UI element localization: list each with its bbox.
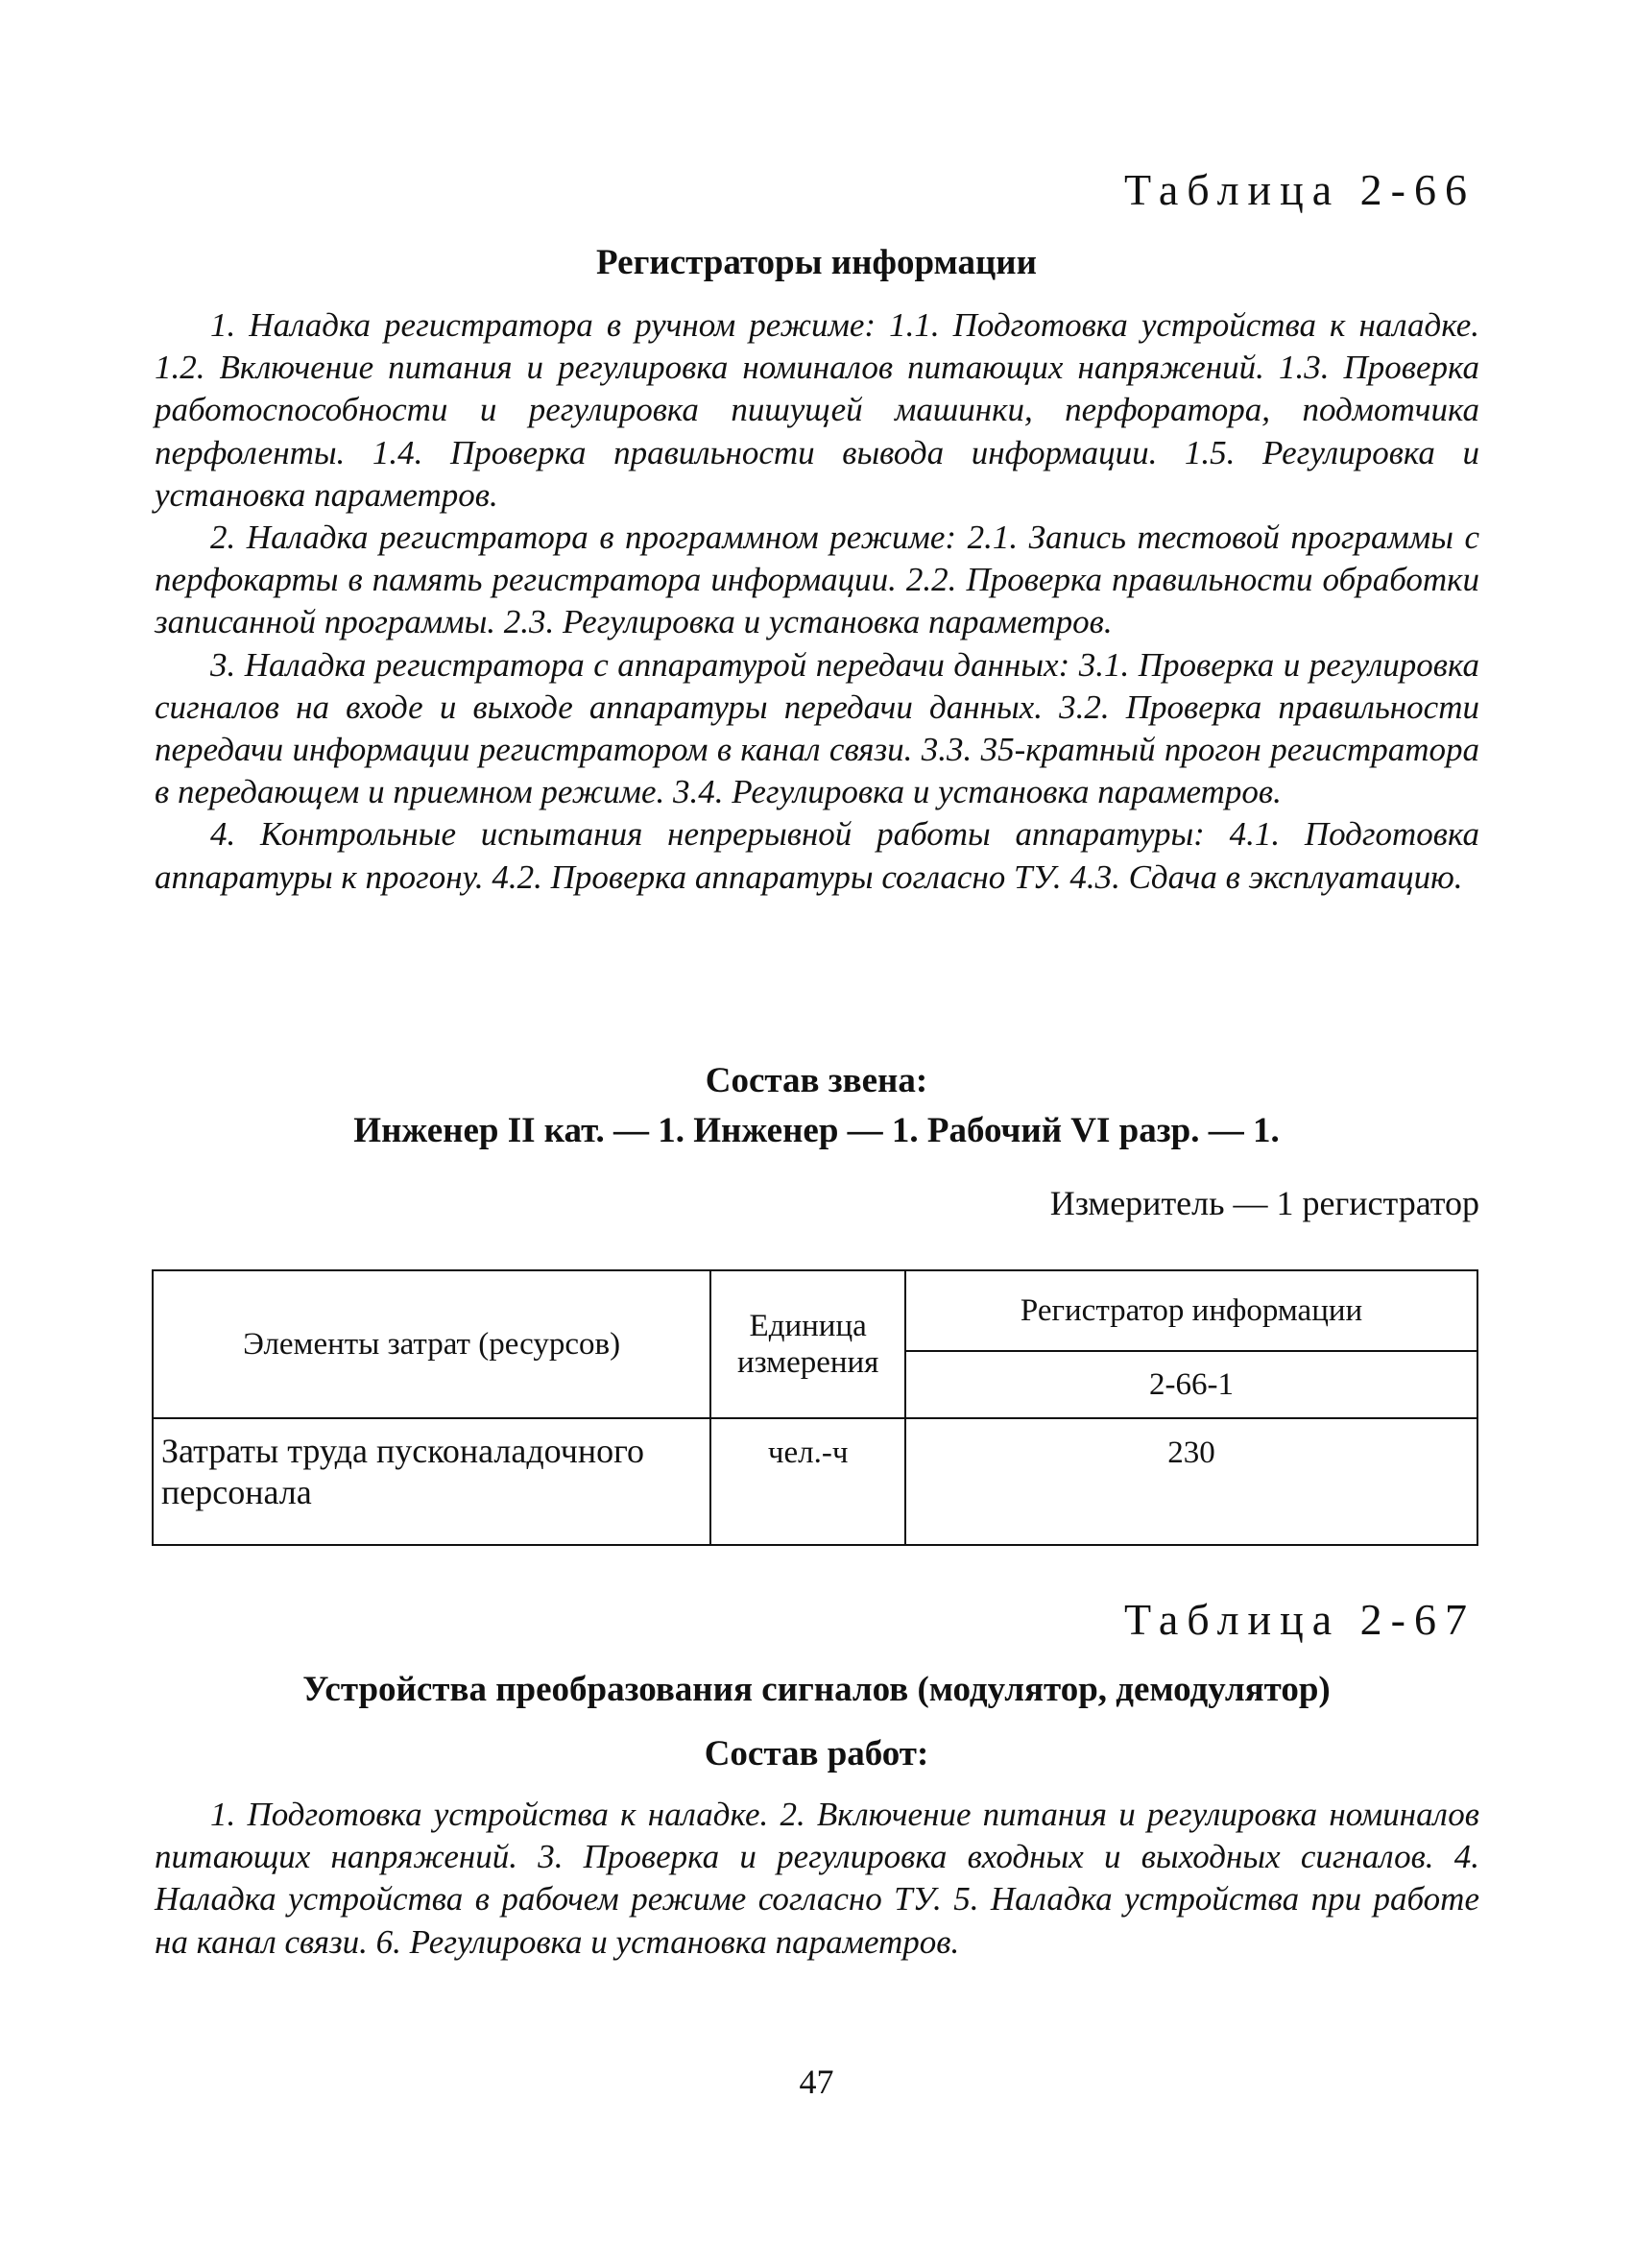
table-2-67-label: Таблица 2-67	[1123, 1595, 1476, 1644]
row-value: 230	[905, 1418, 1477, 1545]
table-2-67-title: Устройства преобразования сигналов (модулятор, демодулятор)	[302, 1670, 1331, 1709]
table-2-66-label: Таблица 2-66	[1123, 165, 1476, 214]
works-title: Состав работ:	[704, 1734, 929, 1773]
work-paragraph-4: 4. Контрольные испытания непрерывной работы аппаратуры: 4.1. Подготовка аппаратуры к прогону. 4.2. Проверка аппаратуры согласно ТУ. 4.3. Сдача в эксплуатацию.	[155, 815, 1479, 896]
table-2-66-work-list	[155, 304, 1479, 899]
work-paragraph-2: 2. Наладка регистратора в программном режиме: 2.1. Запись тестовой программы с перфокарты в память регистратора информации. 2.2. Проверка правильности обработки записанной программы. 2.3. Регулировка и установка параметров.	[155, 519, 1479, 641]
item-code: 2-66-1	[905, 1351, 1477, 1418]
resource-table	[152, 1269, 1478, 1546]
crew-title: Состав звена:	[705, 1061, 928, 1100]
header-elements: Элементы затрат (ресурсов)	[153, 1270, 710, 1418]
row-name: Затраты труда пусконаладочного персонала	[153, 1418, 710, 1545]
row-unit: чел.-ч	[710, 1418, 905, 1545]
work-paragraph-3: 3. Наладка регистратора с аппаратурой передачи данных: 3.1. Проверка и регулировка сигналов на входе и выходе аппаратуры передачи данных. 3.2. Проверка правильности передачи информации регистратором в канал связи. 3.3. 35-кратный прогон регистратора в передающем и приемном режиме. 3.4. Регулировка и установка параметров.	[155, 645, 1479, 811]
page-number: 47	[799, 2063, 834, 2101]
header-unit: Единица измерения	[710, 1270, 905, 1418]
meter-unit: Измеритель — 1 регистратор	[1049, 1184, 1479, 1222]
header-item: Регистратор информации	[905, 1270, 1477, 1351]
crew-members: Инженер II кат. — 1. Инженер — 1. Рабочий VI разр. — 1.	[353, 1111, 1280, 1150]
table-2-66-title: Регистраторы информации	[596, 243, 1037, 282]
work-paragraph-1: 1. Наладка регистратора в ручном режиме: 1.1. Подготовка устройства к наладке. 1.2. Включение питания и регулировка номиналов питающих напряжений. 1.3. Проверка работоспособности и регулировка пишущей машинки, перфоратора, подмотчика перфоленты. 1.4. Проверка правильности вывода информации. 1.5. Регулировка и установка параметров.	[155, 306, 1479, 514]
table-2-67-work-list	[155, 1794, 1479, 1964]
work-paragraph-2-67: 1. Подготовка устройства к наладке. 2. Включение питания и регулировка номиналов питающих напряжений. 3. Проверка и регулировка входных и выходных сигналов. 4. Наладка устройства в рабочем режиме согласно ТУ. 5. Наладка устройства при работе на канал связи. 6. Регулировка и установка параметров.	[155, 1796, 1479, 1961]
